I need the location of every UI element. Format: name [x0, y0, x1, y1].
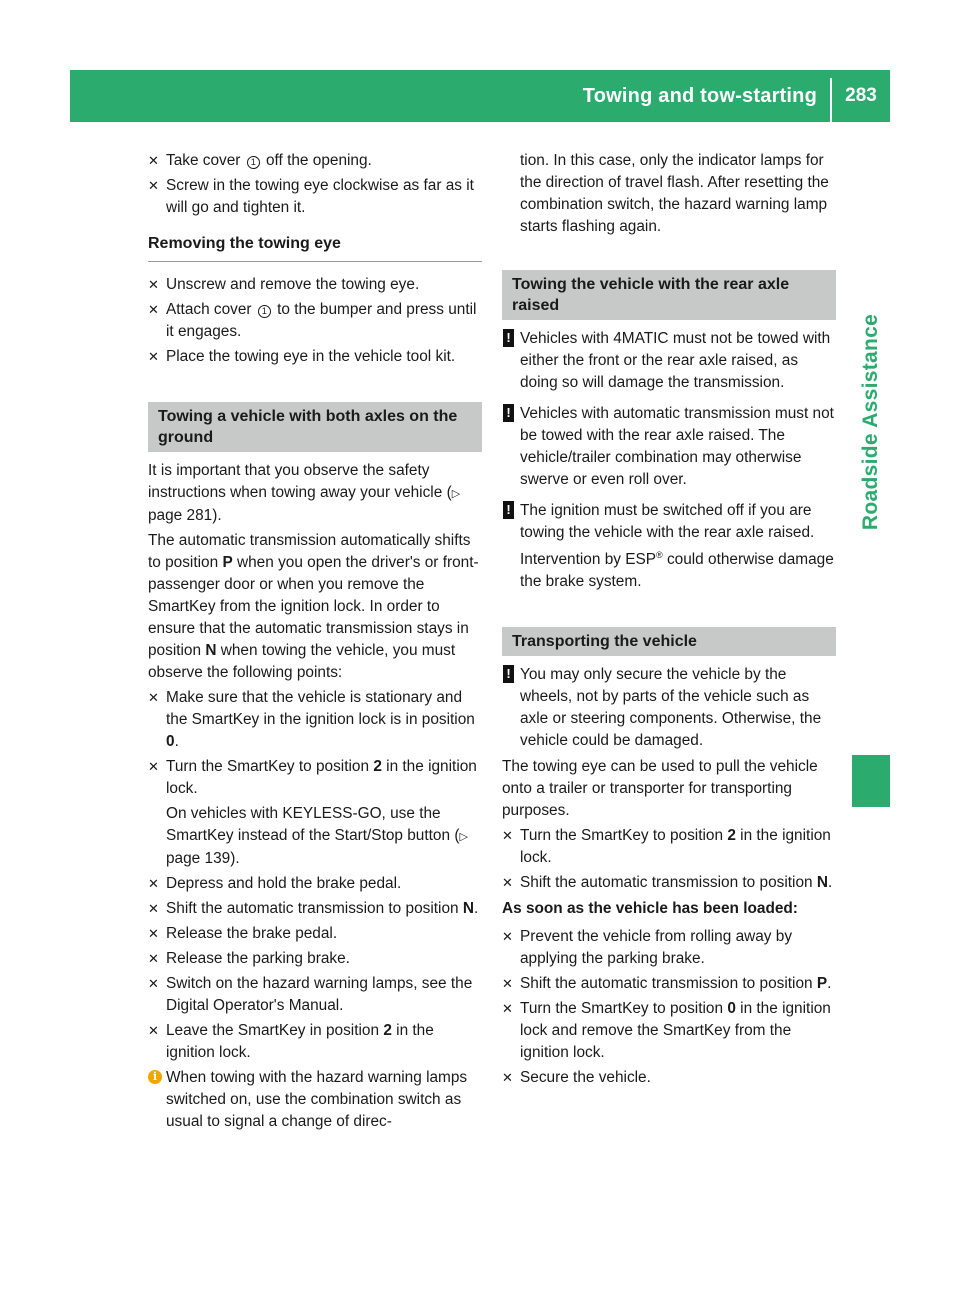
x-step-icon: ✕	[148, 1023, 159, 1038]
x-step-icon: ✕	[148, 690, 159, 705]
paragraph-towing-eye-pull: The towing eye can be used to pull the vehicle onto a trailer or transporter for transporting purposes.	[502, 758, 818, 820]
step-shift-n-2: ✕ Shift the automatic transmission to position N.	[502, 872, 836, 894]
info-note-continued: tion. In this case, only the indicator lamps for the direction of travel flash. After resetting the combination switch, the hazard warning lamp starts flashing again.	[520, 152, 829, 235]
step-parking-brake: ✕ Prevent the vehicle from rolling away by applying the parking brake.	[502, 928, 793, 968]
heading-once-loaded: As soon as the vehicle has been loaded:	[502, 900, 798, 918]
step-screw-in: ✕ Screw in the towing eye clockwise as far as it will go and tighten it.	[148, 177, 474, 216]
step-turn-smartkey: ✕ Turn the SmartKey to position 2 in the ignition lock.	[148, 758, 477, 797]
side-tab-label: Roadside Assistance	[859, 313, 883, 531]
right-column	[502, 150, 836, 1092]
warning-icon: !	[503, 501, 514, 519]
heading-removing-towing-eye: Removing the towing eye	[148, 233, 482, 262]
x-step-icon: ✕	[148, 926, 159, 941]
x-step-icon: ✕	[148, 901, 159, 916]
info-icon: i	[148, 1070, 162, 1084]
side-tab	[852, 122, 890, 722]
step-place-tool-kit: ✕ Place the towing eye in the vehicle tool kit.	[148, 346, 482, 368]
step-leave-smartkey: ✕ Leave the SmartKey in position 2 in the ignition lock.	[148, 1022, 434, 1061]
x-step-icon: ✕	[502, 976, 513, 992]
page-number: 283	[845, 85, 877, 106]
step-release-parking: ✕ Release the parking brake.	[148, 948, 482, 970]
triangle-ref-icon: ▷	[451, 488, 461, 500]
step-unscrew: ✕ Unscrew and remove the towing eye.	[148, 274, 482, 296]
step-brake-pedal: ✕ Depress and hold the brake pedal.	[148, 873, 482, 895]
x-step-icon: ✕	[148, 277, 159, 292]
warning-ignition: ! The ignition must be switched off if you are towing the vehicle with the rear axle raised. Intervention by ESP® could otherwise damage the brake system.	[502, 500, 836, 593]
x-step-icon: ✕	[502, 828, 513, 844]
warning-icon: !	[503, 329, 514, 347]
x-step-icon: ✕	[502, 1001, 513, 1017]
warning-4matic: ! Vehicles with 4MATIC must not be towed with either the front or the rear axle raised, as doing so will damage the transmission.	[502, 328, 836, 394]
note-keyless-go: On vehicles with KEYLESS-GO, use the SmartKey instead of the Start/Stop button (▷ page 139).	[166, 805, 468, 867]
triangle-ref-icon: ▷	[459, 831, 468, 843]
section-title-rear-axle: Towing the vehicle with the rear axle raised	[502, 270, 836, 320]
warning-icon: !	[503, 404, 514, 422]
step-stationary: ✕ Make sure that the vehicle is stationary and the SmartKey in the ignition lock is in position 0.	[148, 689, 475, 750]
paragraph-automatic: The automatic transmission automatically shifts to position P when you open the driver's or front-passenger door or when you remove the SmartKey from the ignition lock. In order to ensure that the automatic transmission stays in position N when towing the vehicle, you must observe the following points:	[148, 532, 479, 681]
step-secure-vehicle: ✕ Secure the vehicle.	[502, 1067, 836, 1089]
callout-1-icon: 1	[247, 156, 260, 169]
step-take-cover: ✕ Take cover 1 off the opening.	[148, 150, 482, 172]
x-step-icon: ✕	[502, 875, 513, 891]
step-hazard-lamps: ✕ Switch on the hazard warning lamps, see the Digital Operator's Manual.	[148, 975, 473, 1014]
warning-icon: !	[503, 665, 514, 683]
x-step-icon: ✕	[502, 929, 513, 945]
section-title-transporting: Transporting the vehicle	[502, 627, 836, 656]
x-step-icon: ✕	[148, 759, 159, 774]
step-turn-smartkey-2: ✕ Turn the SmartKey to position 2 in the ignition lock.	[502, 827, 831, 867]
x-step-icon: ✕	[148, 178, 159, 193]
x-step-icon: ✕	[502, 1070, 513, 1086]
x-step-icon: ✕	[148, 876, 159, 891]
callout-1-icon: 1	[258, 305, 271, 318]
side-tab-marker	[852, 755, 890, 807]
warning-secure-wheels: ! You may only secure the vehicle by the wheels, not by parts of the vehicle such as axle or steering components. Otherwise, the vehicle could be damaged.	[502, 664, 836, 752]
section-title-both-axles: Towing a vehicle with both axles on the ground	[148, 402, 482, 452]
x-step-icon: ✕	[148, 349, 159, 364]
left-column	[148, 150, 482, 1136]
step-release-brake: ✕ Release the brake pedal.	[148, 923, 482, 945]
step-attach-cover: ✕ Attach cover 1 to the bumper and press until it engages.	[148, 301, 477, 340]
x-step-icon: ✕	[148, 302, 159, 317]
step-turn-smartkey-0: ✕ Turn the SmartKey to position 0 in the ignition lock and remove the SmartKey from the ignition lock.	[502, 1000, 831, 1062]
step-shift-n: ✕ Shift the automatic transmission to position N.	[148, 898, 482, 920]
info-note-hazard: i When towing with the hazard warning lamps switched on, use the combination switch as usual to signal a change of direc-	[148, 1067, 482, 1133]
x-step-icon: ✕	[148, 153, 159, 168]
page-title: Towing and tow-starting	[582, 84, 817, 107]
step-shift-p: ✕ Shift the automatic transmission to position P.	[502, 973, 836, 995]
x-step-icon: ✕	[148, 976, 159, 991]
x-step-icon: ✕	[148, 951, 159, 966]
warning-automatic: ! Vehicles with automatic transmission must not be towed with the rear axle raised. The vehicle/trailer combination may otherwise swerve or even roll over.	[502, 403, 836, 491]
paragraph-safety: It is important that you observe the safety instructions when towing away your vehicle (▷ page 281).	[148, 462, 461, 524]
